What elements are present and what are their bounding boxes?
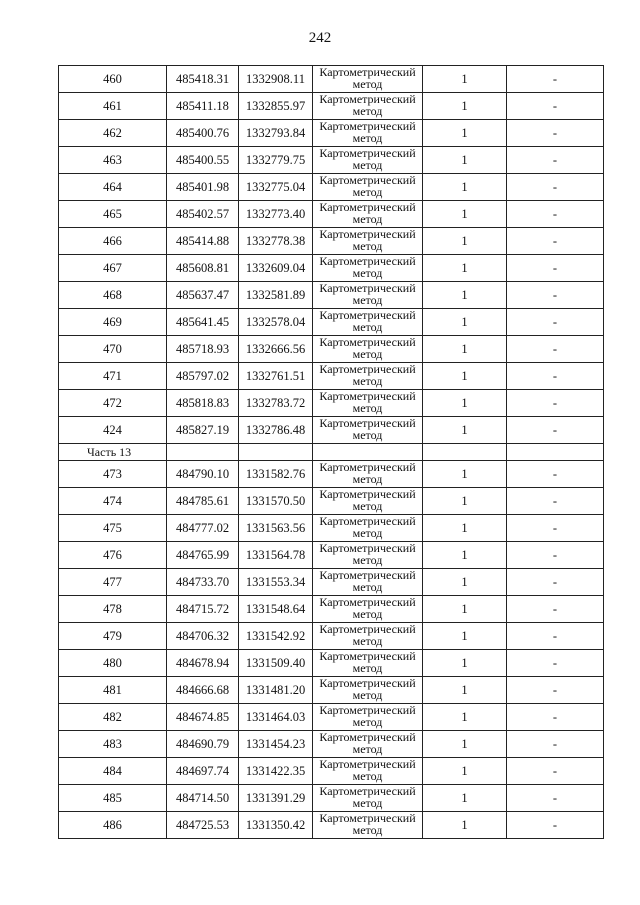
x-coordinate-cell: 485718.93 <box>167 336 239 363</box>
method-text-line1: Картометрический <box>319 119 416 133</box>
method-text-line1: Картометрический <box>319 146 416 160</box>
value-cell: 1 <box>423 417 507 444</box>
y-coordinate-cell: 1331542.92 <box>239 623 313 650</box>
point-number-cell: 486 <box>59 812 167 839</box>
y-coordinate-cell: 1331481.20 <box>239 677 313 704</box>
value-cell: 1 <box>423 596 507 623</box>
method-cell <box>313 596 423 623</box>
value-cell: 1 <box>423 255 507 282</box>
method-text-line2: метод <box>352 715 383 729</box>
method-text-line2: метод <box>352 77 383 91</box>
method-cell <box>313 461 423 488</box>
method-text-line1: Картометрический <box>319 568 416 582</box>
value-cell: 1 <box>423 650 507 677</box>
method-cell <box>313 120 423 147</box>
method-text-line1: Картометрический <box>319 227 416 241</box>
value-cell: 1 <box>423 309 507 336</box>
y-coordinate-cell: 1331464.03 <box>239 704 313 731</box>
method-text-line2: метод <box>352 293 383 307</box>
empty-cell <box>167 444 239 461</box>
dash-cell: - <box>507 120 604 147</box>
method-text-line2: метод <box>352 104 383 118</box>
method-text-line1: Картометрический <box>319 649 416 663</box>
value-cell: 1 <box>423 120 507 147</box>
dash-cell: - <box>507 255 604 282</box>
y-coordinate-cell: 1332609.04 <box>239 255 313 282</box>
method-cell <box>313 812 423 839</box>
method-text-line1: Картометрический <box>319 362 416 376</box>
point-number-cell: 472 <box>59 390 167 417</box>
x-coordinate-cell: 484697.74 <box>167 758 239 785</box>
x-coordinate-cell: 485608.81 <box>167 255 239 282</box>
dash-cell: - <box>507 488 604 515</box>
table-row <box>59 623 604 650</box>
value-cell: 1 <box>423 812 507 839</box>
point-number-cell: 460 <box>59 66 167 93</box>
method-cell <box>313 542 423 569</box>
method-cell <box>313 488 423 515</box>
dash-cell: - <box>507 66 604 93</box>
page-number: 242 <box>308 30 332 46</box>
y-coordinate-cell: 1332581.89 <box>239 282 313 309</box>
dash-cell: - <box>507 515 604 542</box>
empty-cell <box>313 444 423 461</box>
table-row <box>59 650 604 677</box>
method-text-line1: Картометрический <box>319 703 416 717</box>
value-cell: 1 <box>423 704 507 731</box>
value-cell: 1 <box>423 515 507 542</box>
dash-cell: - <box>507 228 604 255</box>
x-coordinate-cell: 485414.88 <box>167 228 239 255</box>
table-body-part-b <box>59 461 604 839</box>
method-text-line2: метод <box>352 472 383 486</box>
method-text-line2: метод <box>352 320 383 334</box>
table-row <box>59 66 604 93</box>
x-coordinate-cell: 485418.31 <box>167 66 239 93</box>
empty-cell <box>423 444 507 461</box>
method-text-line2: метод <box>352 158 383 172</box>
method-text-line2: метод <box>352 688 383 702</box>
table-row <box>59 542 604 569</box>
point-number-cell: 484 <box>59 758 167 785</box>
x-coordinate-cell: 485637.47 <box>167 282 239 309</box>
y-coordinate-cell: 1331454.23 <box>239 731 313 758</box>
method-text-line2: метод <box>352 634 383 648</box>
point-number-cell: 463 <box>59 147 167 174</box>
value-cell: 1 <box>423 758 507 785</box>
value-cell: 1 <box>423 785 507 812</box>
method-text-line2: метод <box>352 526 383 540</box>
empty-cell <box>239 444 313 461</box>
table-row <box>59 147 604 174</box>
empty-cell <box>507 444 604 461</box>
table-row <box>59 336 604 363</box>
method-text-line1: Картометрический <box>319 254 416 268</box>
y-coordinate-cell: 1332578.04 <box>239 309 313 336</box>
method-text-line2: метод <box>352 212 383 226</box>
value-cell: 1 <box>423 488 507 515</box>
point-number-cell: 479 <box>59 623 167 650</box>
table-row <box>59 731 604 758</box>
method-text-line2: метод <box>352 266 383 280</box>
dash-cell: - <box>507 650 604 677</box>
method-cell <box>313 201 423 228</box>
table-row <box>59 417 604 444</box>
method-text-line1: Картометрический <box>319 335 416 349</box>
table-row <box>59 596 604 623</box>
point-number-cell: 475 <box>59 515 167 542</box>
y-coordinate-cell: 1331509.40 <box>239 650 313 677</box>
value-cell: 1 <box>423 542 507 569</box>
x-coordinate-cell: 484733.70 <box>167 569 239 596</box>
y-coordinate-cell: 1331564.78 <box>239 542 313 569</box>
x-coordinate-cell: 484666.68 <box>167 677 239 704</box>
method-cell <box>313 336 423 363</box>
value-cell: 1 <box>423 174 507 201</box>
table-section-row-group <box>59 444 604 461</box>
method-text-line2: метод <box>352 428 383 442</box>
table-row <box>59 569 604 596</box>
x-coordinate-cell: 484777.02 <box>167 515 239 542</box>
method-text-line1: Картометрический <box>319 757 416 771</box>
table-row <box>59 704 604 731</box>
table-row <box>59 785 604 812</box>
table-row <box>59 120 604 147</box>
y-coordinate-cell: 1332775.04 <box>239 174 313 201</box>
y-coordinate-cell: 1331391.29 <box>239 785 313 812</box>
x-coordinate-cell: 485400.55 <box>167 147 239 174</box>
x-coordinate-cell: 484725.53 <box>167 812 239 839</box>
dash-cell: - <box>507 677 604 704</box>
y-coordinate-cell: 1331350.42 <box>239 812 313 839</box>
method-cell <box>313 93 423 120</box>
y-coordinate-cell: 1331553.34 <box>239 569 313 596</box>
point-number-cell: 469 <box>59 309 167 336</box>
value-cell: 1 <box>423 336 507 363</box>
table-row <box>59 515 604 542</box>
y-coordinate-cell: 1332761.51 <box>239 363 313 390</box>
y-coordinate-cell: 1332783.72 <box>239 390 313 417</box>
y-coordinate-cell: 1332793.84 <box>239 120 313 147</box>
method-cell <box>313 174 423 201</box>
method-cell <box>313 147 423 174</box>
method-text-line2: метод <box>352 796 383 810</box>
table-row <box>59 363 604 390</box>
x-coordinate-cell: 485400.76 <box>167 120 239 147</box>
value-cell: 1 <box>423 731 507 758</box>
x-coordinate-cell: 485827.19 <box>167 417 239 444</box>
point-number-cell: 468 <box>59 282 167 309</box>
dash-cell: - <box>507 785 604 812</box>
table-row <box>59 201 604 228</box>
method-text-line1: Картометрический <box>319 416 416 430</box>
y-coordinate-cell: 1332666.56 <box>239 336 313 363</box>
method-cell <box>313 417 423 444</box>
y-coordinate-cell: 1332908.11 <box>239 66 313 93</box>
y-coordinate-cell: 1332773.40 <box>239 201 313 228</box>
method-text-line1: Картометрический <box>319 460 416 474</box>
method-text-line1: Картометрический <box>319 622 416 636</box>
value-cell: 1 <box>423 461 507 488</box>
y-coordinate-cell: 1331548.64 <box>239 596 313 623</box>
x-coordinate-cell: 485797.02 <box>167 363 239 390</box>
dash-cell: - <box>507 201 604 228</box>
point-number-cell: 473 <box>59 461 167 488</box>
section-label: Часть 13 <box>59 444 167 461</box>
x-coordinate-cell: 485401.98 <box>167 174 239 201</box>
method-cell <box>313 731 423 758</box>
point-number-cell: 464 <box>59 174 167 201</box>
dash-cell: - <box>507 390 604 417</box>
x-coordinate-cell: 484715.72 <box>167 596 239 623</box>
y-coordinate-cell: 1331563.56 <box>239 515 313 542</box>
table-row <box>59 677 604 704</box>
x-coordinate-cell: 484785.61 <box>167 488 239 515</box>
method-text-line1: Картометрический <box>319 92 416 106</box>
point-number-cell: 471 <box>59 363 167 390</box>
table-row <box>59 390 604 417</box>
method-cell <box>313 255 423 282</box>
dash-cell: - <box>507 704 604 731</box>
method-text-line2: метод <box>352 661 383 675</box>
point-number-cell: 462 <box>59 120 167 147</box>
x-coordinate-cell: 485402.57 <box>167 201 239 228</box>
coordinates-table <box>58 65 604 839</box>
point-number-cell: 481 <box>59 677 167 704</box>
method-cell <box>313 569 423 596</box>
dash-cell: - <box>507 363 604 390</box>
y-coordinate-cell: 1331422.35 <box>239 758 313 785</box>
dash-cell: - <box>507 336 604 363</box>
table-row <box>59 812 604 839</box>
method-cell <box>313 785 423 812</box>
section-row <box>59 444 604 461</box>
method-text-line1: Картометрический <box>319 173 416 187</box>
value-cell: 1 <box>423 66 507 93</box>
method-text-line2: метод <box>352 607 383 621</box>
method-text-line2: метод <box>352 742 383 756</box>
dash-cell: - <box>507 93 604 120</box>
table-row <box>59 282 604 309</box>
x-coordinate-cell: 484714.50 <box>167 785 239 812</box>
table-body-part-a <box>59 66 604 444</box>
method-text-line1: Картометрический <box>319 308 416 322</box>
method-text-line2: метод <box>352 769 383 783</box>
point-number-cell: 478 <box>59 596 167 623</box>
dash-cell: - <box>507 596 604 623</box>
dash-cell: - <box>507 812 604 839</box>
x-coordinate-cell: 485411.18 <box>167 93 239 120</box>
method-text-line2: метод <box>352 131 383 145</box>
method-text-line1: Картометрический <box>319 811 416 825</box>
x-coordinate-cell: 484674.85 <box>167 704 239 731</box>
table-row <box>59 228 604 255</box>
method-cell <box>313 309 423 336</box>
point-number-cell: 470 <box>59 336 167 363</box>
dash-cell: - <box>507 731 604 758</box>
point-number-cell: 474 <box>59 488 167 515</box>
point-number-cell: 424 <box>59 417 167 444</box>
method-text-line2: метод <box>352 580 383 594</box>
method-cell <box>313 623 423 650</box>
method-text-line1: Картометрический <box>319 730 416 744</box>
dash-cell: - <box>507 569 604 596</box>
dash-cell: - <box>507 174 604 201</box>
point-number-cell: 461 <box>59 93 167 120</box>
y-coordinate-cell: 1331582.76 <box>239 461 313 488</box>
method-cell <box>313 704 423 731</box>
method-text-line1: Картометрический <box>319 541 416 555</box>
method-text-line2: метод <box>352 401 383 415</box>
method-text-line1: Картометрический <box>319 200 416 214</box>
table-row <box>59 93 604 120</box>
x-coordinate-cell: 485818.83 <box>167 390 239 417</box>
point-number-cell: 466 <box>59 228 167 255</box>
value-cell: 1 <box>423 228 507 255</box>
dash-cell: - <box>507 461 604 488</box>
value-cell: 1 <box>423 93 507 120</box>
method-text-line2: метод <box>352 347 383 361</box>
method-cell <box>313 650 423 677</box>
table-row <box>59 488 604 515</box>
value-cell: 1 <box>423 569 507 596</box>
table-row <box>59 758 604 785</box>
method-text-line2: метод <box>352 374 383 388</box>
x-coordinate-cell: 484765.99 <box>167 542 239 569</box>
dash-cell: - <box>507 147 604 174</box>
y-coordinate-cell: 1332855.97 <box>239 93 313 120</box>
dash-cell: - <box>507 623 604 650</box>
point-number-cell: 477 <box>59 569 167 596</box>
table-row <box>59 461 604 488</box>
method-cell <box>313 677 423 704</box>
value-cell: 1 <box>423 147 507 174</box>
method-text-line2: метод <box>352 185 383 199</box>
method-text-line1: Картометрический <box>319 65 416 79</box>
value-cell: 1 <box>423 390 507 417</box>
method-text-line2: метод <box>352 823 383 837</box>
value-cell: 1 <box>423 363 507 390</box>
x-coordinate-cell: 484706.32 <box>167 623 239 650</box>
value-cell: 1 <box>423 282 507 309</box>
method-text-line2: метод <box>352 239 383 253</box>
method-cell <box>313 390 423 417</box>
method-text-line1: Картометрический <box>319 514 416 528</box>
y-coordinate-cell: 1332778.38 <box>239 228 313 255</box>
table-row <box>59 174 604 201</box>
method-text-line1: Картометрический <box>319 676 416 690</box>
method-text-line2: метод <box>352 553 383 567</box>
method-cell <box>313 515 423 542</box>
table-row <box>59 255 604 282</box>
method-cell <box>313 282 423 309</box>
method-cell <box>313 66 423 93</box>
value-cell: 1 <box>423 677 507 704</box>
method-text-line2: метод <box>352 499 383 513</box>
dash-cell: - <box>507 282 604 309</box>
point-number-cell: 483 <box>59 731 167 758</box>
point-number-cell: 467 <box>59 255 167 282</box>
method-cell <box>313 758 423 785</box>
x-coordinate-cell: 484790.10 <box>167 461 239 488</box>
method-text-line1: Картометрический <box>319 389 416 403</box>
point-number-cell: 482 <box>59 704 167 731</box>
point-number-cell: 476 <box>59 542 167 569</box>
method-text-line1: Картометрический <box>319 487 416 501</box>
y-coordinate-cell: 1332779.75 <box>239 147 313 174</box>
method-text-line1: Картометрический <box>319 595 416 609</box>
x-coordinate-cell: 484690.79 <box>167 731 239 758</box>
x-coordinate-cell: 485641.45 <box>167 309 239 336</box>
dash-cell: - <box>507 758 604 785</box>
method-cell <box>313 363 423 390</box>
value-cell: 1 <box>423 201 507 228</box>
method-text-line1: Картометрический <box>319 784 416 798</box>
point-number-cell: 485 <box>59 785 167 812</box>
x-coordinate-cell: 484678.94 <box>167 650 239 677</box>
value-cell: 1 <box>423 623 507 650</box>
dash-cell: - <box>507 417 604 444</box>
dash-cell: - <box>507 309 604 336</box>
y-coordinate-cell: 1331570.50 <box>239 488 313 515</box>
y-coordinate-cell: 1332786.48 <box>239 417 313 444</box>
point-number-cell: 465 <box>59 201 167 228</box>
point-number-cell: 480 <box>59 650 167 677</box>
method-text-line1: Картометрический <box>319 281 416 295</box>
table-row <box>59 309 604 336</box>
dash-cell: - <box>507 542 604 569</box>
method-cell <box>313 228 423 255</box>
